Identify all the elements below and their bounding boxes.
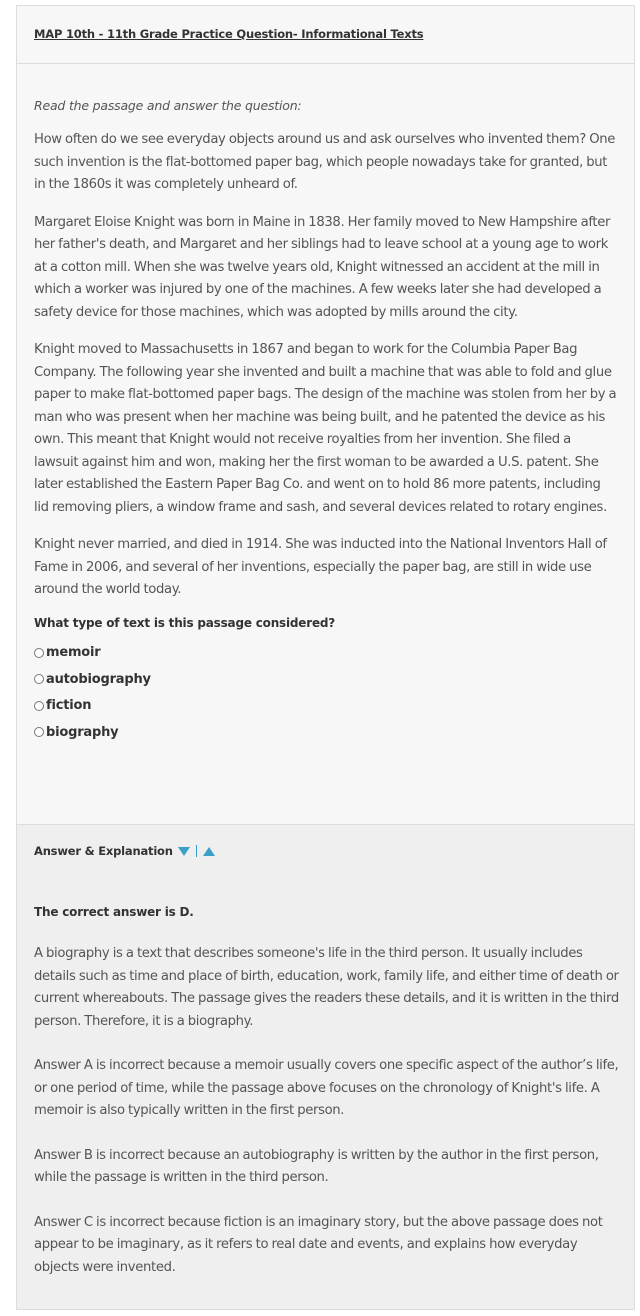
triangle-down-icon[interactable] xyxy=(178,847,190,856)
radio-button[interactable] xyxy=(34,701,44,711)
radio-button[interactable] xyxy=(34,674,44,684)
passage-intro: Read the passage and answer the question: xyxy=(34,98,302,113)
toggle-divider xyxy=(196,845,197,857)
option-fiction[interactable] xyxy=(34,693,617,720)
explanation-paragraph: Answer B is incorrect because an autobiography is written by the author in the first person, while the passage is written in the third person. xyxy=(34,1147,599,1185)
option-label: memoir xyxy=(46,645,101,661)
explanation-paragraph: Answer C is incorrect because fiction is an imaginary story, but the above passage does not appear to be imaginary, as it refers to real date and events, and explains how everyday objects were invented. xyxy=(34,1214,603,1275)
option-label: fiction xyxy=(46,698,92,714)
option-autobiography[interactable] xyxy=(34,666,617,693)
option-biography[interactable] xyxy=(34,719,617,746)
option-label: biography xyxy=(46,724,119,740)
triangle-up-icon[interactable] xyxy=(203,847,215,856)
explanation-paragraph: A biography is a text that describes someone's life in the third person. It usually includes details such as time and place of birth, education, work, family life, and either time of death or current whereabouts. The passage gives the readers these details, and it is written in the third person. Therefore, it is a biography. xyxy=(34,946,619,1029)
passage-section xyxy=(17,98,634,746)
option-label: autobiography xyxy=(46,671,151,687)
passage-paragraph: Margaret Eloise Knight was born in Maine in 1838. Her family moved to New Hampshire after her father's death, and Margaret and her siblings had to leave school at a young age to work at a cotton mill. When she was twelve years old, Knight witnessed an accident at the mill in which a worker was injured by one of the machines. A few weeks later she had developed a safety device for those machines, which was adopted by mills around the city. xyxy=(34,214,611,320)
radio-button[interactable] xyxy=(34,727,44,737)
explanation-paragraph: Answer A is incorrect because a memoir usually covers one specific aspect of the author’s life, or one period of time, while the passage above focuses on the chronology of Knight's life. A memoir is also typically written in the first person. xyxy=(34,1058,619,1118)
answer-toggle-label[interactable]: Answer & Explanation xyxy=(34,844,173,858)
question-text: What type of text is this passage considered? xyxy=(34,615,336,630)
radio-button[interactable] xyxy=(34,648,44,658)
answer-explanation-section xyxy=(17,824,634,1310)
page-title[interactable]: MAP 10th - 11th Grade Practice Question- Informational Texts xyxy=(34,27,424,41)
correct-answer: The correct answer is D. xyxy=(34,905,194,919)
passage-paragraph: How often do we see everyday objects around us and ask ourselves who invented them? One such invention is the flat-bottomed paper bag, which people nowadays take for granted, but in the 1860s it was completely unheard of. xyxy=(34,132,616,192)
answer-toggle[interactable] xyxy=(34,844,215,858)
question-card xyxy=(16,5,635,1310)
card-header xyxy=(17,6,634,64)
passage-paragraph: Knight moved to Massachusetts in 1867 and began to work for the Columbia Paper Bag Company. The following year she invented and built a machine that was able to fold and glue paper to make flat-bottomed paper bags. The design of the machine was stolen from her by a man who was present when her machine was being built, and he patented the device as his own. This meant that Knight would not receive royalties from her invention. She filed a lawsuit against him and won, making her the first woman to be awarded a U.S. patent. She later established the Eastern Paper Bag Co. and went on to hold 86 more patents, including lid removing pliers, a window frame and sash, and several devices related to rotary engines. xyxy=(34,342,617,515)
passage-paragraph: Knight never married, and died in 1914. She was inducted into the National Inventors Hall of Fame in 2006, and several of her inventions, especially the paper bag, are still in wide use around the world today. xyxy=(34,537,607,597)
option-memoir[interactable] xyxy=(34,640,617,667)
answer-body xyxy=(34,905,624,1279)
answer-options xyxy=(34,640,617,746)
